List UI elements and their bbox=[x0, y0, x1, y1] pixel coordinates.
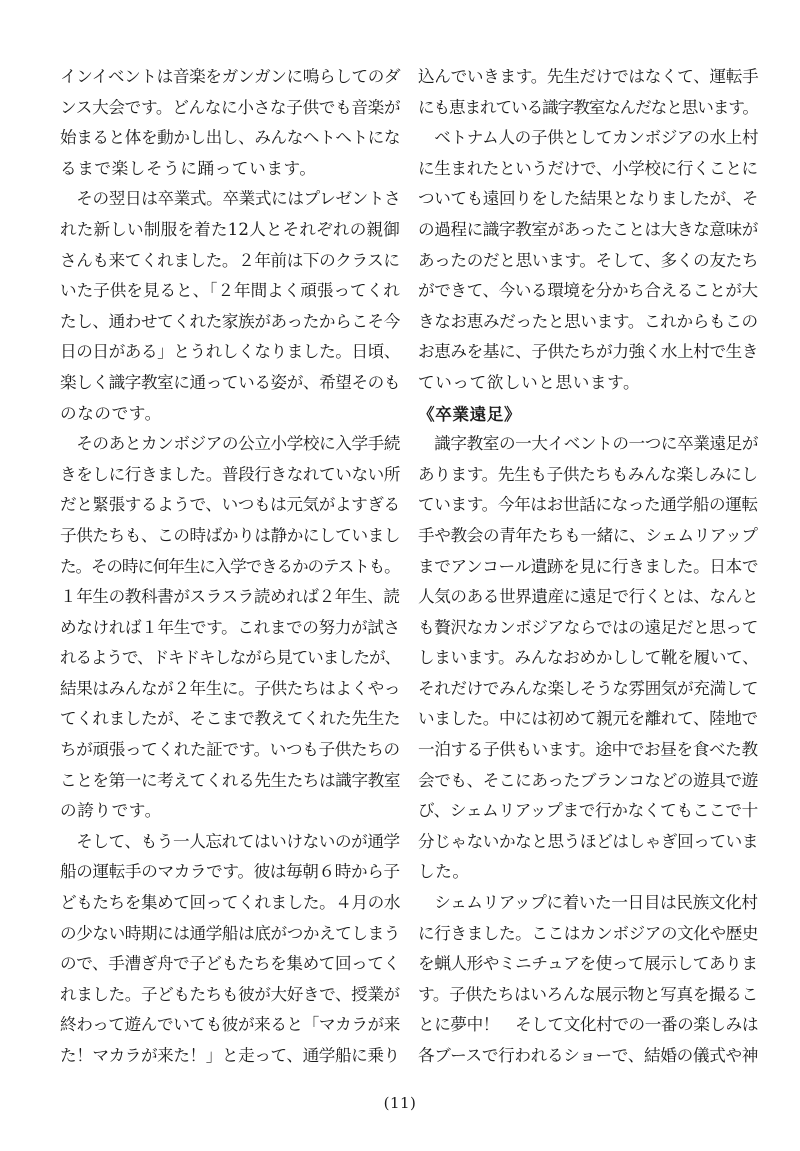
text-line: 込んでいきます。先生だけではなくて、運転手 bbox=[418, 67, 759, 86]
text-line: に行きました。ここはカンボジアの文化や歴史 bbox=[418, 923, 759, 943]
text-line: した。 bbox=[418, 862, 470, 882]
text-line: きをしに行きました。普段行きなれていない所 bbox=[60, 464, 401, 484]
text-line: 一泊する子供もいます。途中でお昼を食べた教 bbox=[418, 740, 758, 760]
text-line: いました。中には初めて親元を離れて、陸地で bbox=[418, 709, 758, 729]
text-line: たし、通わせてくれた家族があったからこそ今 bbox=[60, 311, 400, 331]
section-heading: 《卒業遠足》 bbox=[418, 403, 522, 424]
text-line: 各ブースで行われるショーで、結婚の儀式や神 bbox=[418, 1046, 759, 1065]
text-line: とに夢中！ そして文化村での一番の楽しみは bbox=[418, 1015, 759, 1035]
text-line: きなお恵みだったと思います。これからもこの bbox=[418, 311, 758, 331]
text-line: 結果はみんなが２年生に。子供たちはよくやっ bbox=[60, 678, 401, 698]
text-line: その翌日は卒業式。卒業式にはプレゼントさ bbox=[60, 189, 401, 209]
text-line: さんも来てくれました。２年前は下のクラスに bbox=[60, 250, 400, 270]
text-line: だと緊張するようで、いつもは元気がよすぎる bbox=[60, 495, 400, 515]
text-line: にも恵まれている識字教室なんだなと思います。 bbox=[418, 97, 758, 117]
text-line: の過程に識字教室があったことは大きな意味が bbox=[418, 219, 758, 239]
text-line: それだけでみんな楽しそうな雰囲気が充満して bbox=[418, 678, 759, 698]
text-line: の誇りです。 bbox=[60, 801, 162, 821]
text-line: 終わって遊んでいても彼が来ると「マカラが来 bbox=[60, 1015, 400, 1035]
text-line: ていって欲しいと思います。 bbox=[418, 372, 641, 392]
text-line: 始まると体を動かし出し、みんなヘトヘトにな bbox=[60, 128, 401, 148]
text-line: ベトナム人の子供としてカンボジアの水上村 bbox=[418, 128, 759, 148]
text-line: た！マカラが来た！」と走って、通学船に乗り bbox=[60, 1046, 400, 1065]
text-line: るまで楽しそうに踊っています。 bbox=[60, 158, 317, 178]
text-line: ています。今年はお世話になった通学船の運転 bbox=[418, 495, 758, 515]
text-line: お恵みを基に、子供たちが力強く水上村で生き bbox=[418, 342, 759, 362]
text-line: ができて、今いる環境を分かち合えることが大 bbox=[418, 281, 758, 301]
text-line: 分じゃないかなと思うほどはしゃぎ回っていま bbox=[418, 831, 759, 851]
text-line: のなのです。 bbox=[60, 403, 162, 423]
text-line: ので、手漕ぎ舟で子どもたちを集めて回ってく bbox=[60, 954, 400, 974]
text-line: そのあとカンボジアの公立小学校に入学手続 bbox=[60, 434, 401, 454]
left-text-column bbox=[60, 62, 400, 1072]
text-line: てくれましたが、そこまで教えてくれた先生た bbox=[60, 709, 401, 729]
text-line: 日の日がある」とうれしくなりました。日頃、 bbox=[60, 342, 401, 362]
text-line: れました。子どもたちも彼が大好きで、授業が bbox=[60, 984, 400, 1004]
text-line: 会でも、そこにあったブランコなどの遊具で遊 bbox=[418, 770, 758, 790]
text-line: び、シェムリアップまで行かなくてもここで十 bbox=[418, 801, 758, 821]
text-line: シェムリアップに着いた一日目は民族文化村 bbox=[418, 893, 758, 913]
text-line: れるようで、ドキドキしながら見ていましたが、 bbox=[60, 648, 400, 668]
text-line: 楽しく識字教室に通っている姿が、希望そのも bbox=[60, 372, 401, 392]
text-line: を蝋人形やミニチュアを使って展示してありま bbox=[418, 954, 758, 974]
text-line: めなければ１年生です。これまでの努力が試さ bbox=[60, 617, 400, 637]
text-line: しまいます。みんなおめかしして靴を履いて、 bbox=[418, 648, 759, 668]
text-line: ンス大会です。どんなに小さな子供でも音楽が bbox=[60, 97, 401, 117]
text-line: インイベントは音楽をガンガンに鳴らしてのダ bbox=[60, 67, 401, 86]
text-line: ちが頑張ってくれた証です。いつも子供たちの bbox=[60, 740, 400, 760]
text-line: の少ない時期には通学船は底がつかえてしまう bbox=[60, 923, 401, 943]
text-line: までアンコール遺跡を見に行きました。日本で bbox=[418, 556, 759, 576]
text-line: 船の運転手のマカラです。彼は毎朝６時から子 bbox=[60, 862, 400, 882]
text-line: ことを第一に考えてくれる先生たちは識字教室 bbox=[60, 770, 401, 790]
text-line: いた子供を見ると、「２年間よく頑張ってくれ bbox=[60, 281, 400, 301]
text-line: 人気のある世界遺産に遠足で行くとは、なんと bbox=[418, 587, 759, 607]
text-line: どもたちを集めて回ってくれました。４月の水 bbox=[60, 893, 401, 913]
text-line: そして、もう一人忘れてはいけないのが通学 bbox=[60, 831, 400, 851]
text-line: １年生の教科書がスラスラ読めれば２年生、読 bbox=[60, 587, 400, 607]
text-line: 手や教会の青年たちも一緒に、シェムリアップ bbox=[418, 525, 758, 545]
text-line: あったのだと思います。そして、多くの友たち bbox=[418, 250, 759, 270]
text-line: あります。先生も子供たちもみんな楽しみにし bbox=[418, 464, 758, 484]
text-line: す。子供たちはいろんな展示物と写真を撮るこ bbox=[418, 984, 758, 1004]
text-line: ついても遠回りをした結果となりましたが、そ bbox=[418, 189, 759, 209]
page-number: (11) bbox=[383, 1094, 417, 1112]
text-line: に生まれたというだけで、小学校に行くことに bbox=[418, 158, 758, 178]
text-line: た。その時に何年生に入学できるかのテストも。 bbox=[60, 556, 400, 576]
text-line: れた新しい制服を着た12人とそれぞれの親御 bbox=[60, 219, 400, 239]
right-text-column bbox=[418, 62, 758, 1072]
text-line: 識字教室の一大イベントの一つに卒業遠足が bbox=[418, 434, 759, 454]
text-line: 子供たちも、この時ばかりは静かにしていまし bbox=[60, 525, 401, 545]
text-line: も贅沢なカンボジアならではの遠足だと思って bbox=[418, 617, 758, 637]
